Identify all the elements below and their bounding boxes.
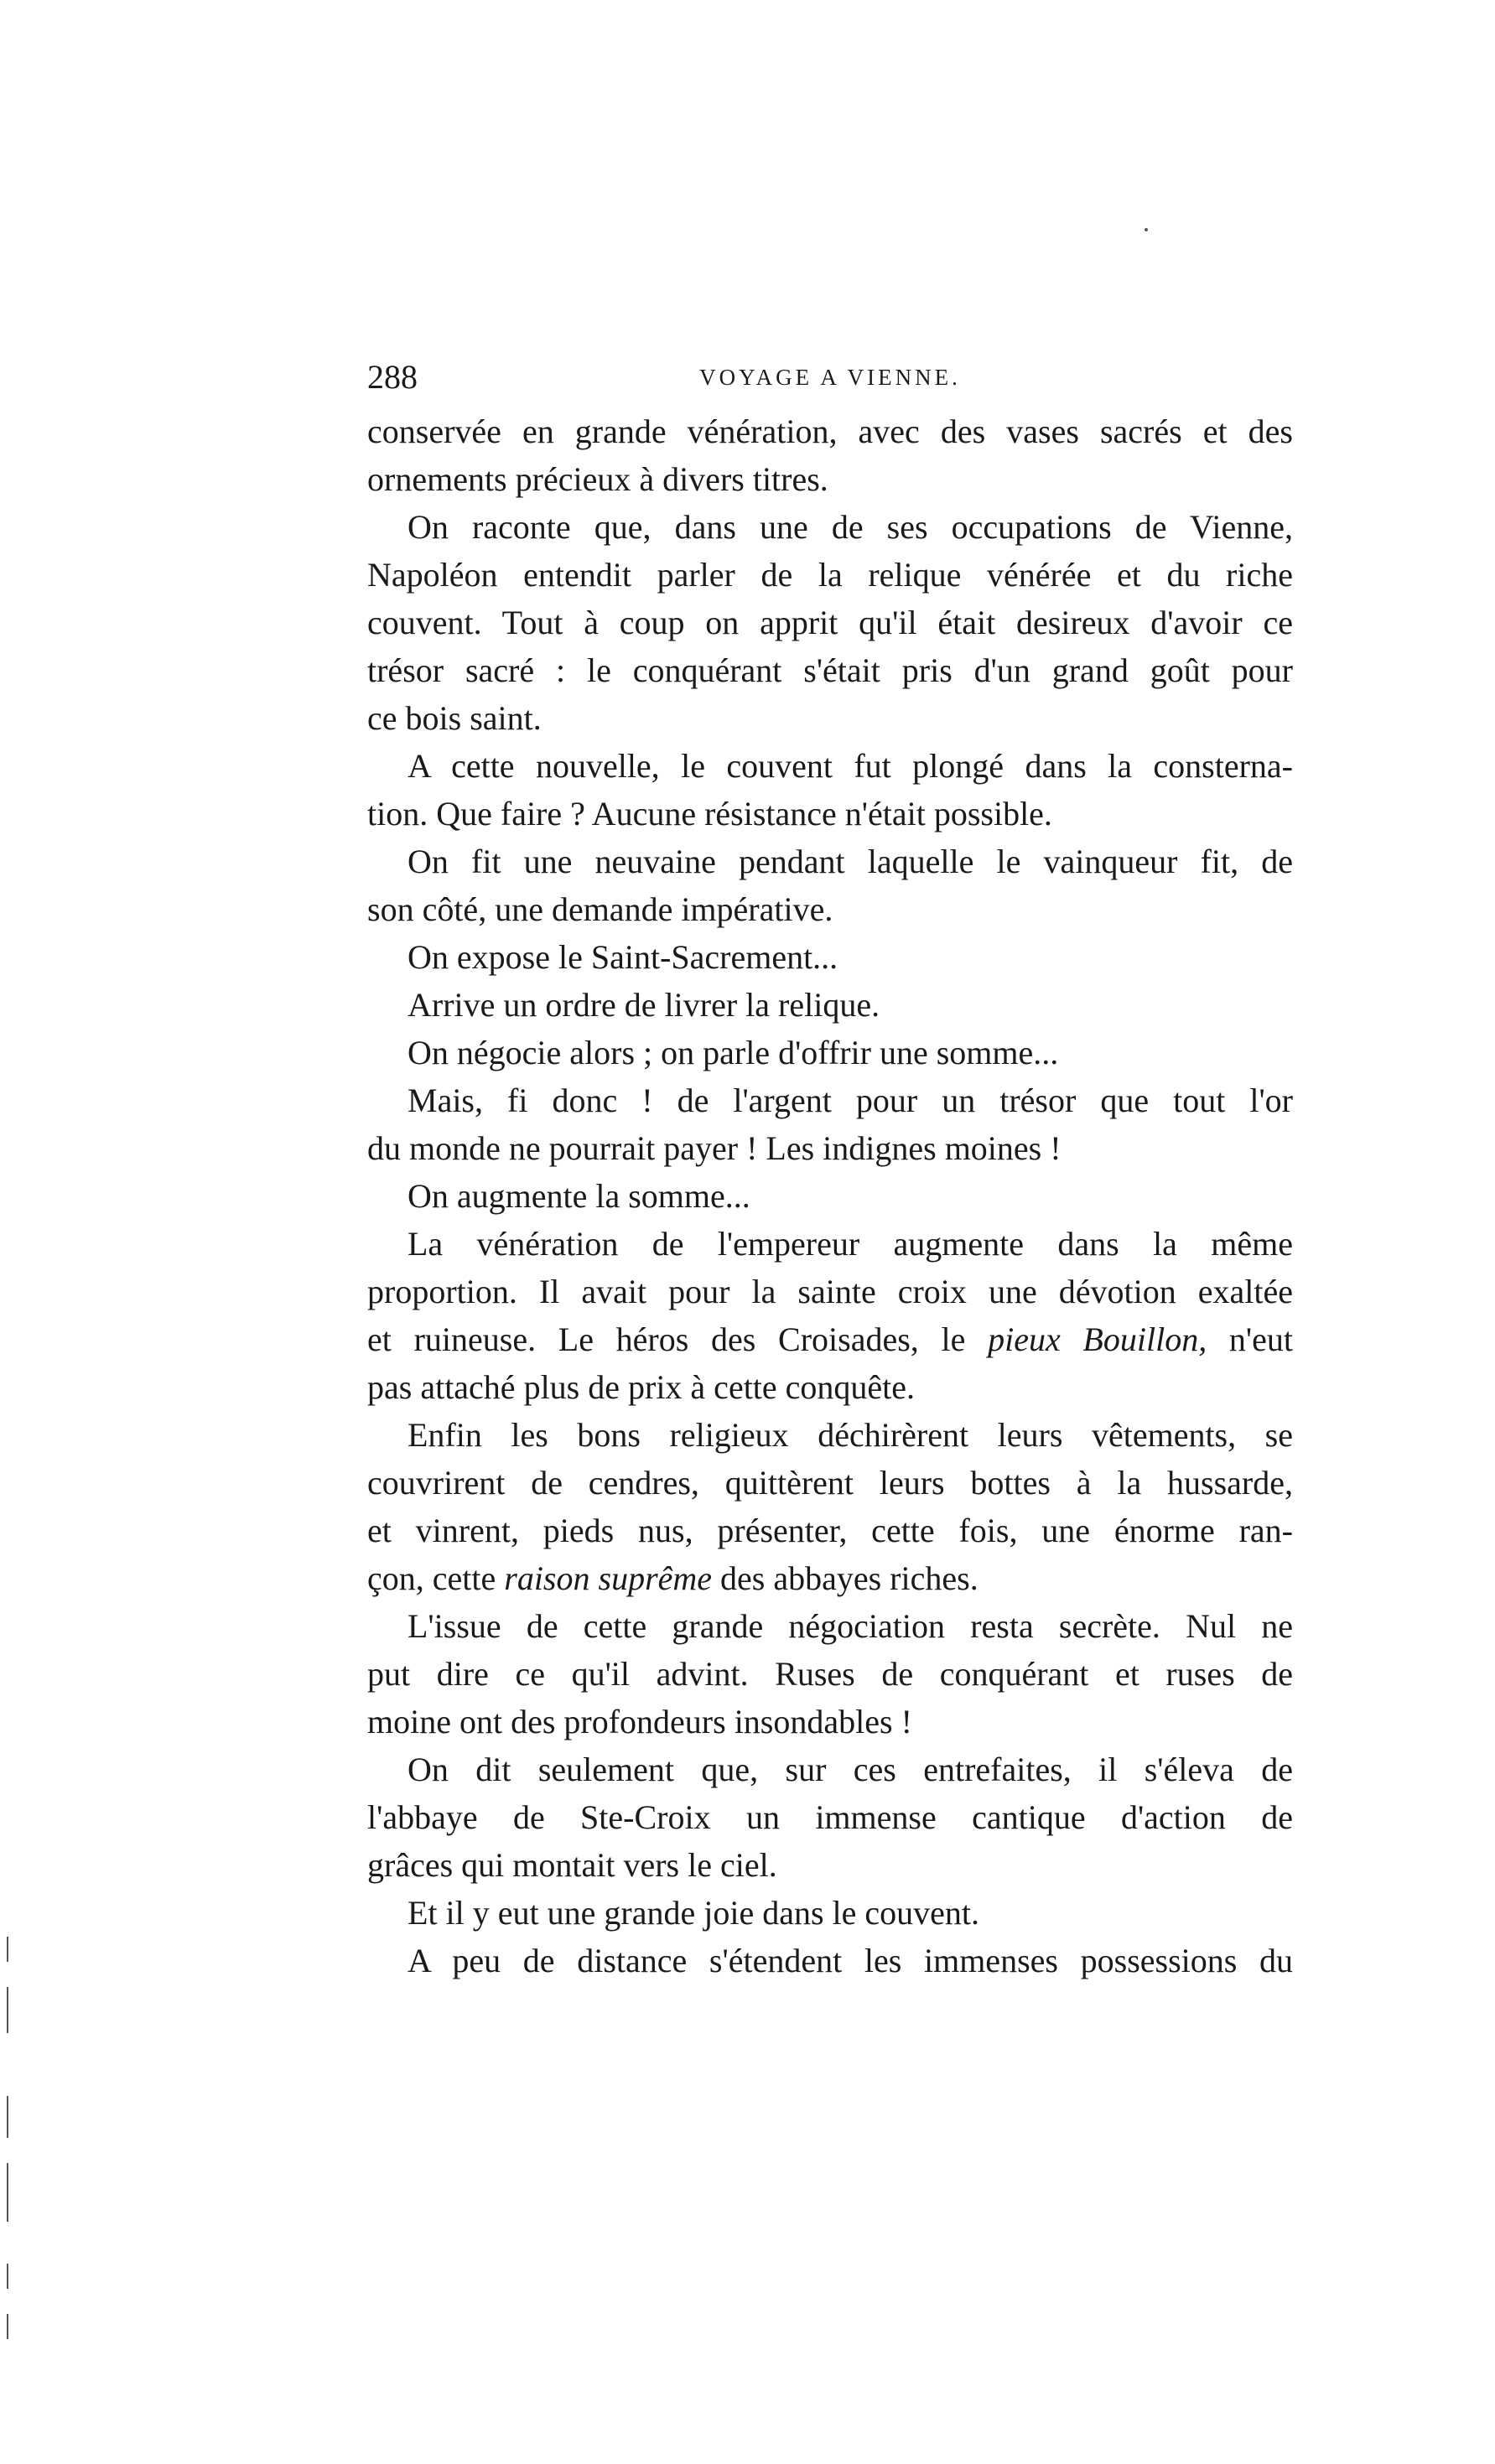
text-line: son côté, une demande impérative. — [367, 890, 833, 928]
text-line: çon, cette raison suprême des abbayes riches. — [367, 1559, 978, 1597]
text-line: trésor sacré : le conquérant s'était pris d'un grand goût pour — [367, 651, 1293, 689]
scan-mark — [7, 2264, 8, 2289]
scan-mark — [7, 2096, 8, 2138]
scan-mark — [7, 1937, 8, 1962]
body-text — [367, 407, 1293, 1984]
paragraph-start: On raconte que, dans une de ses occupations de Vienne, — [407, 508, 1293, 546]
text-line: put dire ce qu'il advint. Ruses de conquérant et ruses de — [367, 1655, 1293, 1693]
paragraph-start: Mais, fi donc ! de l'argent pour un trésor que tout l'or — [407, 1082, 1293, 1119]
text-line: Napoléon entendit parler de la relique vénérée et du riche — [367, 556, 1293, 594]
paragraph-start: On fit une neuvaine pendant laquelle le vainqueur fit, de — [407, 843, 1293, 880]
text-line: du monde ne pourrait payer ! Les indignes moines ! — [367, 1129, 1062, 1167]
paragraph-start: A peu de distance s'étendent les immenses possessions du — [407, 1942, 1293, 1979]
scan-mark — [7, 2163, 8, 2222]
text-line: proportion. Il avait pour la sainte croix une dévotion exaltée — [367, 1273, 1293, 1310]
page-header — [367, 352, 1293, 402]
paragraph-start: L'issue de cette grande négociation resta secrète. Nul ne — [407, 1607, 1293, 1645]
text-line: couvrirent de cendres, quittèrent leurs bottes à la hussarde, — [367, 1464, 1293, 1502]
paragraph-start: Et il y eut une grande joie dans le couvent. — [407, 1894, 980, 1932]
paragraph-start: A cette nouvelle, le couvent fut plongé dans la consterna- — [407, 747, 1293, 785]
paragraph-start: La vénération de l'empereur augmente dans la même — [407, 1225, 1293, 1263]
paragraph-start: On augmente la somme... — [407, 1177, 750, 1215]
text-line: conservée en grande vénération, avec des vases sacrés et des — [367, 412, 1293, 450]
scan-mark — [7, 1987, 8, 2033]
page-number: 288 — [367, 358, 418, 396]
text-line: moine ont des profondeurs insondables ! — [367, 1703, 912, 1740]
text-line: pas attaché plus de prix à cette conquête. — [367, 1368, 916, 1406]
scan-dot — [1145, 228, 1148, 231]
running-title: VOYAGE A VIENNE. — [699, 365, 961, 390]
text-line: grâces qui montait vers le ciel. — [367, 1846, 777, 1884]
paragraph-start: On négocie alors ; on parle d'offrir une somme... — [407, 1034, 1059, 1071]
paragraph-start: Arrive un ordre de livrer la relique. — [407, 986, 880, 1024]
text-line: et vinrent, pieds nus, présenter, cette fois, une énorme ran- — [367, 1512, 1293, 1549]
italic-phrase: raison suprême — [504, 1559, 713, 1597]
text-line: l'abbaye de Ste-Croix un immense cantique d'action de — [367, 1798, 1293, 1836]
text-line: tion. Que faire ? Aucune résistance n'était possible. — [367, 795, 1052, 833]
scan-mark — [7, 2314, 8, 2339]
paragraph-start: Enfin les bons religieux déchirèrent leurs vêtements, se — [407, 1416, 1293, 1454]
text-line: ce bois saint. — [367, 699, 542, 737]
text-line: et ruineuse. Le héros des Croisades, le pieux Bouillon, n'eut — [367, 1320, 1293, 1358]
text-line: couvent. Tout à coup on apprit qu'il était desireux d'avoir ce — [367, 604, 1293, 641]
text-line: ornements précieux à divers titres. — [367, 460, 828, 498]
italic-phrase: pieux Bouillon, — [988, 1320, 1207, 1358]
paragraph-start: On dit seulement que, sur ces entrefaites, il s'éleva de — [407, 1751, 1293, 1788]
paragraph-start: On expose le Saint-Sacrement... — [407, 938, 838, 976]
